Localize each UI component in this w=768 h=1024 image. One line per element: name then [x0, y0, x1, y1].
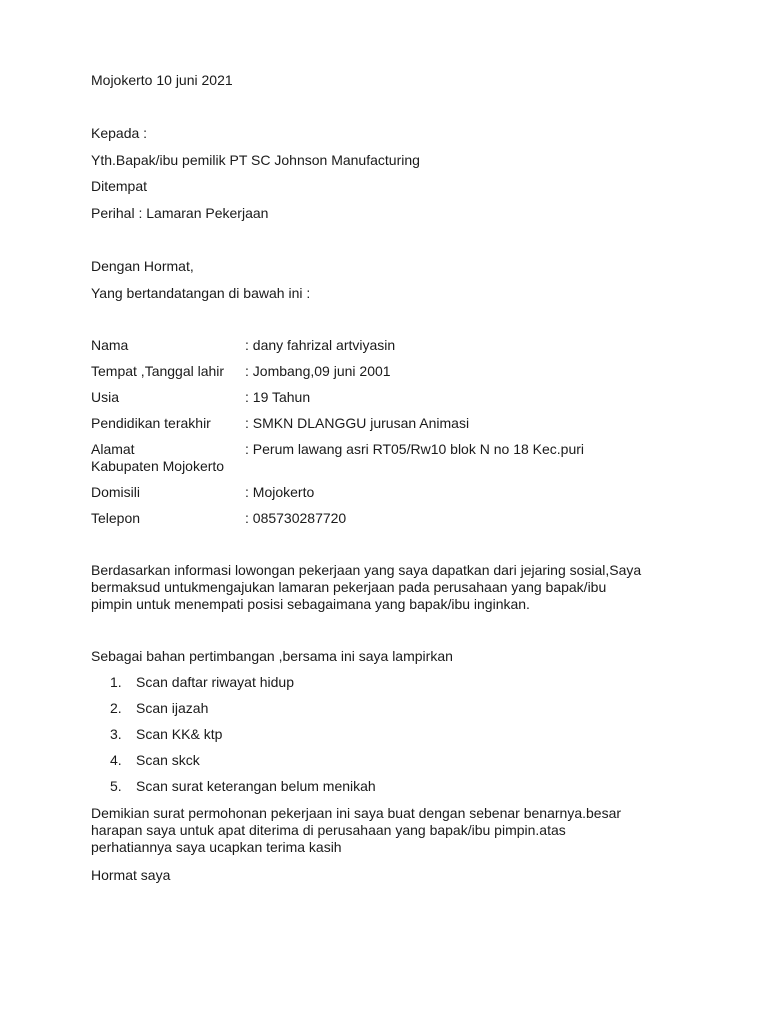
list-item: Scan surat keterangan belum menikah: [136, 778, 376, 794]
list-item: Scan ijazah: [136, 700, 209, 716]
list-item-number: 1.: [110, 674, 122, 690]
intro-line: Yang bertandatangan di bawah ini :: [91, 285, 311, 301]
list-item: Scan KK& ktp: [136, 726, 223, 742]
list-item: Scan skck: [136, 752, 200, 768]
field-value-alamat: : Perum lawang asri RT05/Rw10 blok N no 18 Kec.puri: [245, 441, 585, 457]
field-value-ttl: : Jombang,09 juni 2001: [245, 363, 391, 379]
body-line: pimpin untuk menempati posisi sebagaimana yang bapak/ibu inginkan.: [91, 596, 530, 612]
date-line: Mojokerto 10 juni 2021: [91, 72, 233, 88]
list-item: Scan daftar riwayat hidup: [136, 674, 294, 690]
field-value-usia: : 19 Tahun: [245, 389, 311, 405]
subject-line: Perihal : Lamaran Pekerjaan: [91, 205, 269, 221]
list-item-number: 4.: [110, 752, 122, 768]
field-value-pendidikan: : SMKN DLANGGU jurusan Animasi: [245, 415, 470, 431]
closing-line: harapan saya untuk apat diterima di perusahaan yang bapak/ibu pimpin.atas: [91, 822, 566, 838]
field-label-alamat: Alamat: [91, 441, 135, 457]
body-line: Berdasarkan informasi lowongan pekerjaan yang saya dapatkan dari jejaring sosial,Saya: [91, 562, 642, 578]
field-label-pendidikan: Pendidikan terakhir: [91, 415, 211, 431]
field-label-nama: Nama: [91, 337, 129, 353]
kepada-line: Kepada :: [91, 125, 148, 141]
ditempat-line: Ditempat: [91, 178, 148, 194]
field-value-telepon: : 085730287720: [245, 510, 347, 526]
field-label-ttl: Tempat ,Tanggal lahir: [91, 363, 225, 379]
closing-line: Demikian surat permohonan pekerjaan ini saya buat dengan sebenar benarnya.besar: [91, 805, 622, 821]
list-item-number: 2.: [110, 700, 122, 716]
field-label-usia: Usia: [91, 389, 120, 405]
field-value-nama: : dany fahrizal artviyasin: [245, 337, 396, 353]
list-item-number: 5.: [110, 778, 122, 794]
field-label-telepon: Telepon: [91, 510, 141, 526]
closing-line: perhatiannya saya ucapkan terima kasih: [91, 839, 342, 855]
field-value-alamat-continuation: Kabupaten Mojokerto: [91, 458, 225, 474]
signoff: Hormat saya: [91, 867, 171, 883]
field-label-domisili: Domisili: [91, 484, 140, 500]
salutation: Dengan Hormat,: [91, 258, 194, 274]
recipient-line: Yth.Bapak/ibu pemilik PT SC Johnson Manufacturing: [91, 152, 420, 168]
field-value-domisili: : Mojokerto: [245, 484, 315, 500]
attachments-intro: Sebagai bahan pertimbangan ,bersama ini saya lampirkan: [91, 648, 453, 664]
list-item-number: 3.: [110, 726, 122, 742]
body-line: bermaksud untukmengajukan lamaran pekerjaan pada perusahaan yang bapak/ibu: [91, 579, 607, 595]
